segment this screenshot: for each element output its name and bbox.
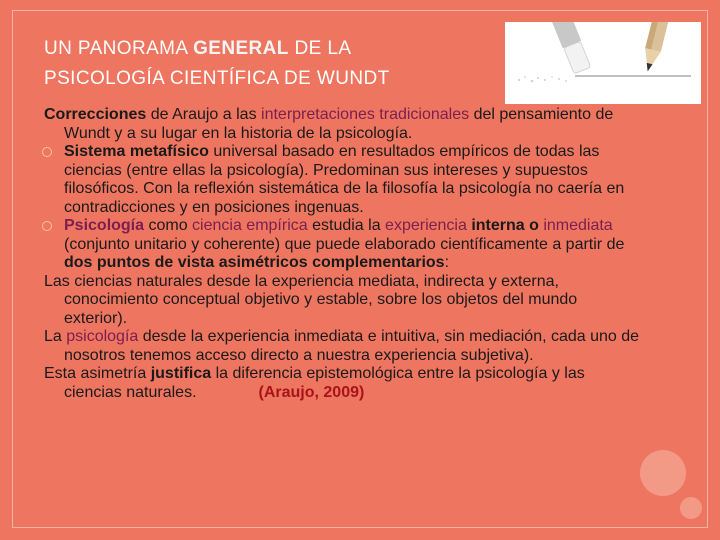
text: universal basado en resultados empíricos de todas las ciencias (entre ellas la psicología). Predominan sus intereses y supuestos filosóficos. Con la reflexión sistemática de la filosofía la psicología no caería en contradicciones y en posiciones ingenuas. [64,143,625,216]
bold-term: interna o [466,217,544,234]
text: como [144,217,193,234]
decorative-circle [640,450,686,496]
bullet-icon [42,221,52,231]
title-text: DE LA [288,38,352,59]
highlight-term: Psicología [64,217,145,234]
highlight-term: inmediata [543,217,613,234]
bullet-item-metaphysical [44,143,644,217]
title-text: UN PANORAMA [44,38,194,59]
text: desde la experiencia inmediata e intuitiva, sin mediación, cada uno de nosotros tenemos acceso directo a nuestra experiencia subjetiva). [64,328,640,364]
highlight-term: interpretaciones tradicionales [261,106,470,123]
slide-body [44,106,644,402]
paragraph-psychology [44,328,644,365]
text: del pensamiento de Wundt y a su lugar en la historia de la psicología. [64,106,614,142]
slide-title [44,34,504,94]
text: La [44,328,67,345]
text: : [444,254,450,271]
bold-term: dos puntos de vista asimétricos complementarios [64,254,445,271]
text: Esta asimetría [44,365,151,382]
text: de Araujo a las [146,106,262,123]
text: estudia la [307,217,386,234]
citation: (Araujo, 2009) [258,383,365,401]
text: la diferencia epistemológica entre la psicología y las ciencias naturales. [64,365,585,401]
bold-term: Sistema metafísico [64,143,209,160]
bullet-item-psychology [44,217,644,273]
paragraph-asymmetry [44,365,644,402]
bold-term: justifica [150,365,212,382]
decorative-circle [680,497,702,519]
title-bold-word: GENERAL [193,38,289,59]
paragraph-natural-sciences: Las ciencias naturales desde la experiencia mediata, indirecta y externa, conocimiento conceptual objetivo y estable, sobre los objetos del mundo exterior). [44,272,578,327]
highlight-term: psicología [66,328,139,345]
pencil-eraser-image [505,22,701,104]
title-line-1 [44,34,504,64]
title-line-2: PSICOLOGÍA CIENTÍFICA DE WUNDT [44,68,390,89]
bold-term: Correcciones [44,106,147,123]
highlight-term: ciencia empírica [192,217,308,234]
text: (conjunto unitario y coherente) que puede elaborado científicamente a partir de [64,235,625,253]
highlight-term: experiencia [385,217,467,234]
paragraph-corrections [44,106,644,143]
bullet-icon [42,147,52,157]
pencil-eraser-icon [505,22,701,104]
